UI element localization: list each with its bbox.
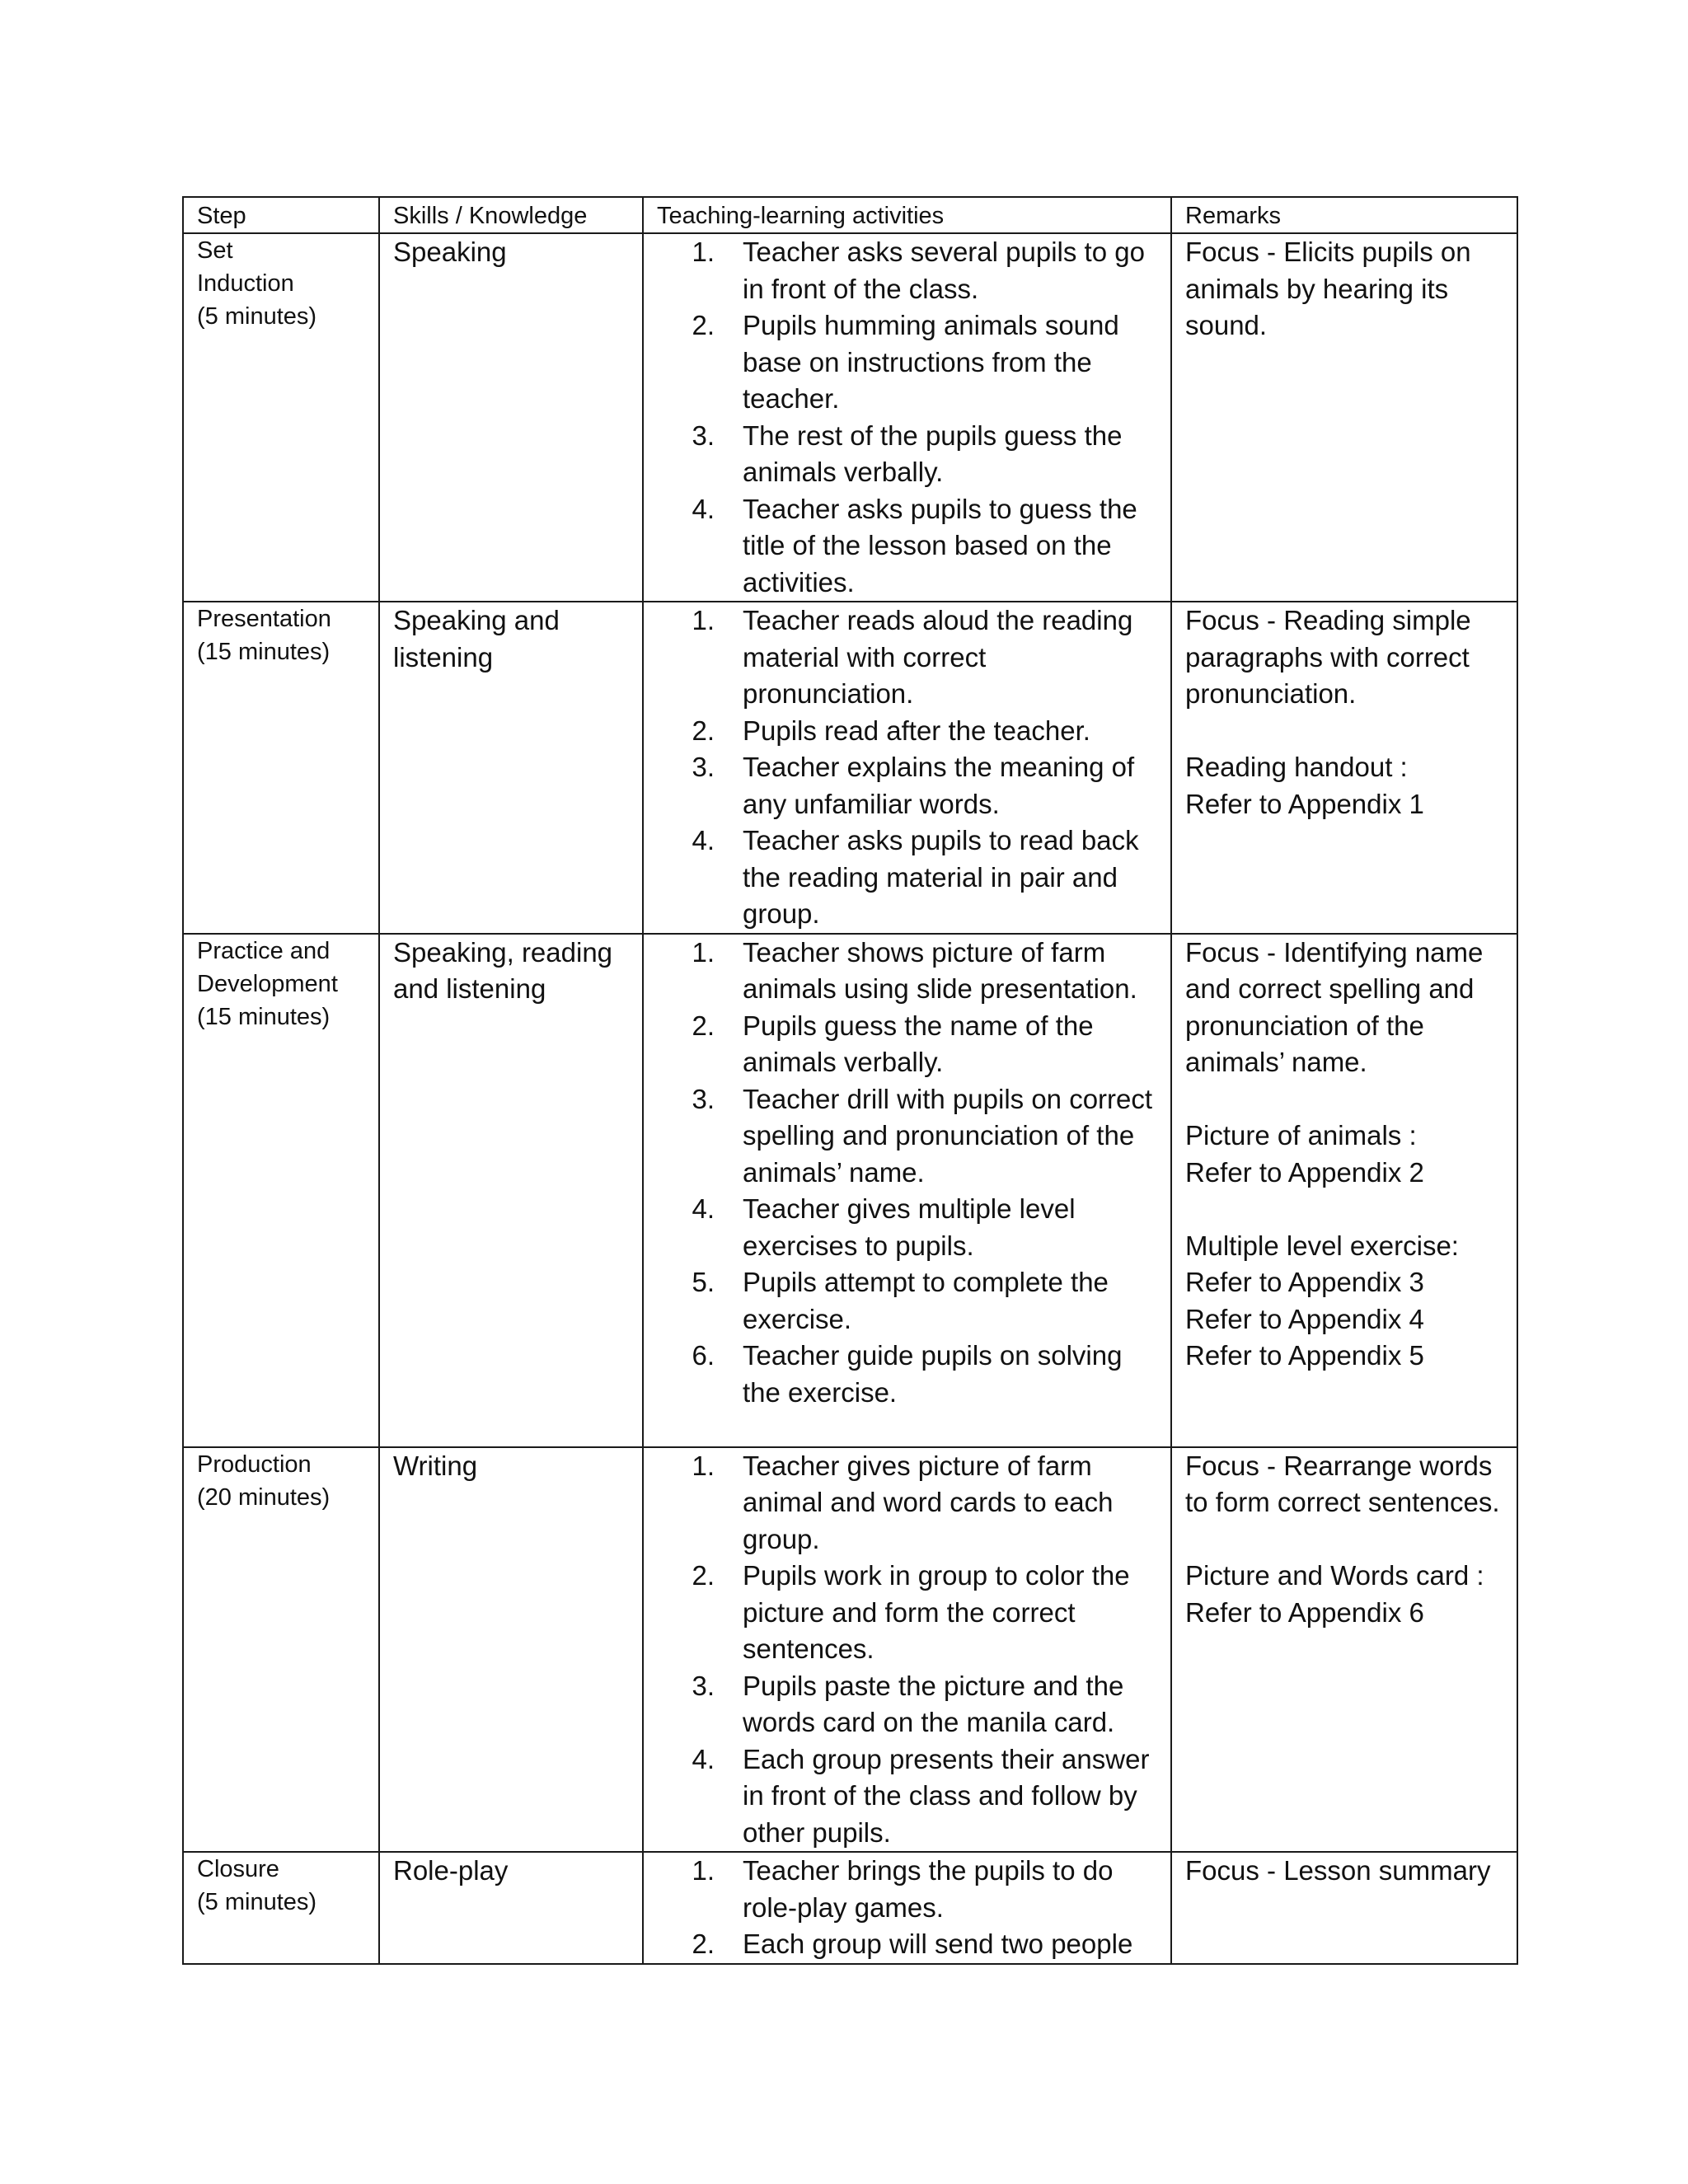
- activity-number: 2.: [692, 715, 715, 746]
- lesson-plan-table: [182, 196, 1518, 1965]
- step-cell: Set Induction (5 minutes): [183, 233, 379, 602]
- remarks-cell: Focus - Rearrange words to form correct sentences. Picture and Words card : Refer to Appendix 6: [1171, 1447, 1517, 1853]
- table-row: [183, 1447, 1517, 1853]
- activity-list: [657, 602, 1157, 933]
- activity-item: [657, 823, 1157, 933]
- activity-item: [657, 1558, 1157, 1668]
- activity-number: 1.: [692, 1450, 715, 1481]
- activity-text: Teacher reads aloud the reading material with correct pronunciation.: [743, 605, 1133, 709]
- skills-cell: Speaking, reading and listening: [379, 934, 643, 1447]
- remarks-cell: Focus - Identifying name and correct spelling and pronunciation of the animals’ name. Picture of animals : Refer to Appendix 2 Multiple level exercise: Refer to Appendix 3 Refer to Appendix 4 Refer to Appendix 5: [1171, 934, 1517, 1447]
- activity-number: 2.: [692, 1010, 715, 1041]
- activity-text: Pupils humming animals sound base on instructions from the teacher.: [743, 310, 1119, 414]
- header-row: [183, 197, 1517, 233]
- activity-item: [657, 1926, 1157, 1963]
- activity-item: [657, 1853, 1157, 1926]
- activity-number: 4.: [692, 825, 715, 855]
- activity-number: 1.: [692, 237, 715, 267]
- activity-number: 2.: [692, 1929, 715, 1959]
- activity-number: 3.: [692, 1670, 715, 1701]
- activity-number: 2.: [692, 1560, 715, 1591]
- skills-cell: Writing: [379, 1447, 643, 1853]
- activity-text: Pupils work in group to color the picture and form the correct sentences.: [743, 1560, 1130, 1664]
- activity-list: [657, 234, 1157, 601]
- activity-item: [657, 1338, 1157, 1411]
- activity-text: Teacher gives multiple level exercises to pupils.: [743, 1193, 1076, 1261]
- remarks-cell: Focus - Lesson summary: [1171, 1852, 1517, 1964]
- activity-number: 2.: [692, 310, 715, 340]
- activity-item: [657, 713, 1157, 750]
- activities-cell: [643, 602, 1171, 934]
- activity-text: The rest of the pupils guess the animals verbally.: [743, 419, 1123, 487]
- activities-cell: [643, 1447, 1171, 1853]
- activity-item: [657, 749, 1157, 823]
- remarks-cell: Focus - Elicits pupils on animals by hearing its sound.: [1171, 233, 1517, 602]
- activities-cell: [643, 934, 1171, 1447]
- activity-item: [657, 491, 1157, 602]
- activity-text: Pupils read after the teacher.: [743, 715, 1090, 746]
- activity-text: Teacher shows picture of farm animals using slide presentation.: [743, 936, 1137, 1004]
- activity-item: [657, 1448, 1157, 1558]
- skills-cell: Role-play: [379, 1852, 643, 1964]
- table-row: [183, 602, 1517, 934]
- activity-list: [657, 1448, 1157, 1852]
- activity-item: [657, 602, 1157, 713]
- activity-item: [657, 1741, 1157, 1852]
- step-cell: Practice and Development (15 minutes): [183, 934, 379, 1447]
- activity-number: 4.: [692, 493, 715, 524]
- activity-text: Teacher brings the pupils to do role-play games.: [743, 1855, 1114, 1923]
- activity-number: 1.: [692, 1855, 715, 1886]
- activity-item: [657, 1191, 1157, 1264]
- activity-item: [657, 1081, 1157, 1192]
- activity-list: [657, 935, 1157, 1412]
- activity-number: 1.: [692, 605, 715, 635]
- activity-text: Teacher asks pupils to read back the reading material in pair and group.: [743, 825, 1139, 929]
- header-skills: Skills / Knowledge: [379, 197, 643, 233]
- activity-text: Teacher drill with pupils on correct spelling and pronunciation of the animals’ name.: [743, 1083, 1153, 1188]
- activity-number: 4.: [692, 1743, 715, 1774]
- activity-text: Teacher gives picture of farm animal and word cards to each group.: [743, 1450, 1114, 1554]
- activity-number: 3.: [692, 419, 715, 451]
- activity-text: Pupils paste the picture and the words card on the manila card.: [743, 1670, 1124, 1737]
- activity-item: [657, 234, 1157, 307]
- activity-number: 3.: [692, 1083, 715, 1114]
- activities-cell: [643, 1852, 1171, 1964]
- activities-cell: [643, 233, 1171, 602]
- step-cell: Production (20 minutes): [183, 1447, 379, 1853]
- activity-text: Pupils attempt to complete the exercise.: [743, 1267, 1109, 1334]
- activity-text: Teacher asks pupils to guess the title of the lesson based on the activities.: [743, 493, 1137, 598]
- skills-cell: Speaking and listening: [379, 602, 643, 934]
- activity-number: 3.: [692, 752, 715, 782]
- activity-text: Pupils guess the name of the animals verbally.: [743, 1010, 1094, 1077]
- header-remarks: Remarks: [1171, 197, 1517, 233]
- activity-item: [657, 418, 1157, 491]
- skills-cell: Speaking: [379, 233, 643, 602]
- activity-item: [657, 1264, 1157, 1338]
- table-row: [183, 934, 1517, 1447]
- activity-number: 1.: [692, 936, 715, 968]
- activity-number: 4.: [692, 1193, 715, 1224]
- remarks-cell: Focus - Reading simple paragraphs with correct pronunciation. Reading handout : Refer to Appendix 1: [1171, 602, 1517, 934]
- activity-number: 6.: [692, 1340, 715, 1371]
- table-row: [183, 233, 1517, 602]
- activity-number: 5.: [692, 1267, 715, 1297]
- header-activities: Teaching-learning activities: [643, 197, 1171, 233]
- activity-item: [657, 1008, 1157, 1081]
- activity-text: Each group will send two people: [743, 1929, 1133, 1959]
- activity-text: Teacher asks several pupils to go in front of the class.: [743, 237, 1145, 304]
- step-cell: Presentation (15 minutes): [183, 602, 379, 934]
- table-row: [183, 1852, 1517, 1964]
- activity-text: Each group presents their answer in front of the class and follow by other pupils.: [743, 1743, 1150, 1848]
- step-cell: Closure (5 minutes): [183, 1852, 379, 1964]
- activity-text: Teacher guide pupils on solving the exercise.: [743, 1340, 1123, 1408]
- activity-item: [657, 307, 1157, 418]
- header-step: Step: [183, 197, 379, 233]
- activity-item: [657, 1668, 1157, 1741]
- activity-item: [657, 935, 1157, 1008]
- activity-text: Teacher explains the meaning of any unfamiliar words.: [743, 752, 1135, 819]
- activity-list: [657, 1853, 1157, 1963]
